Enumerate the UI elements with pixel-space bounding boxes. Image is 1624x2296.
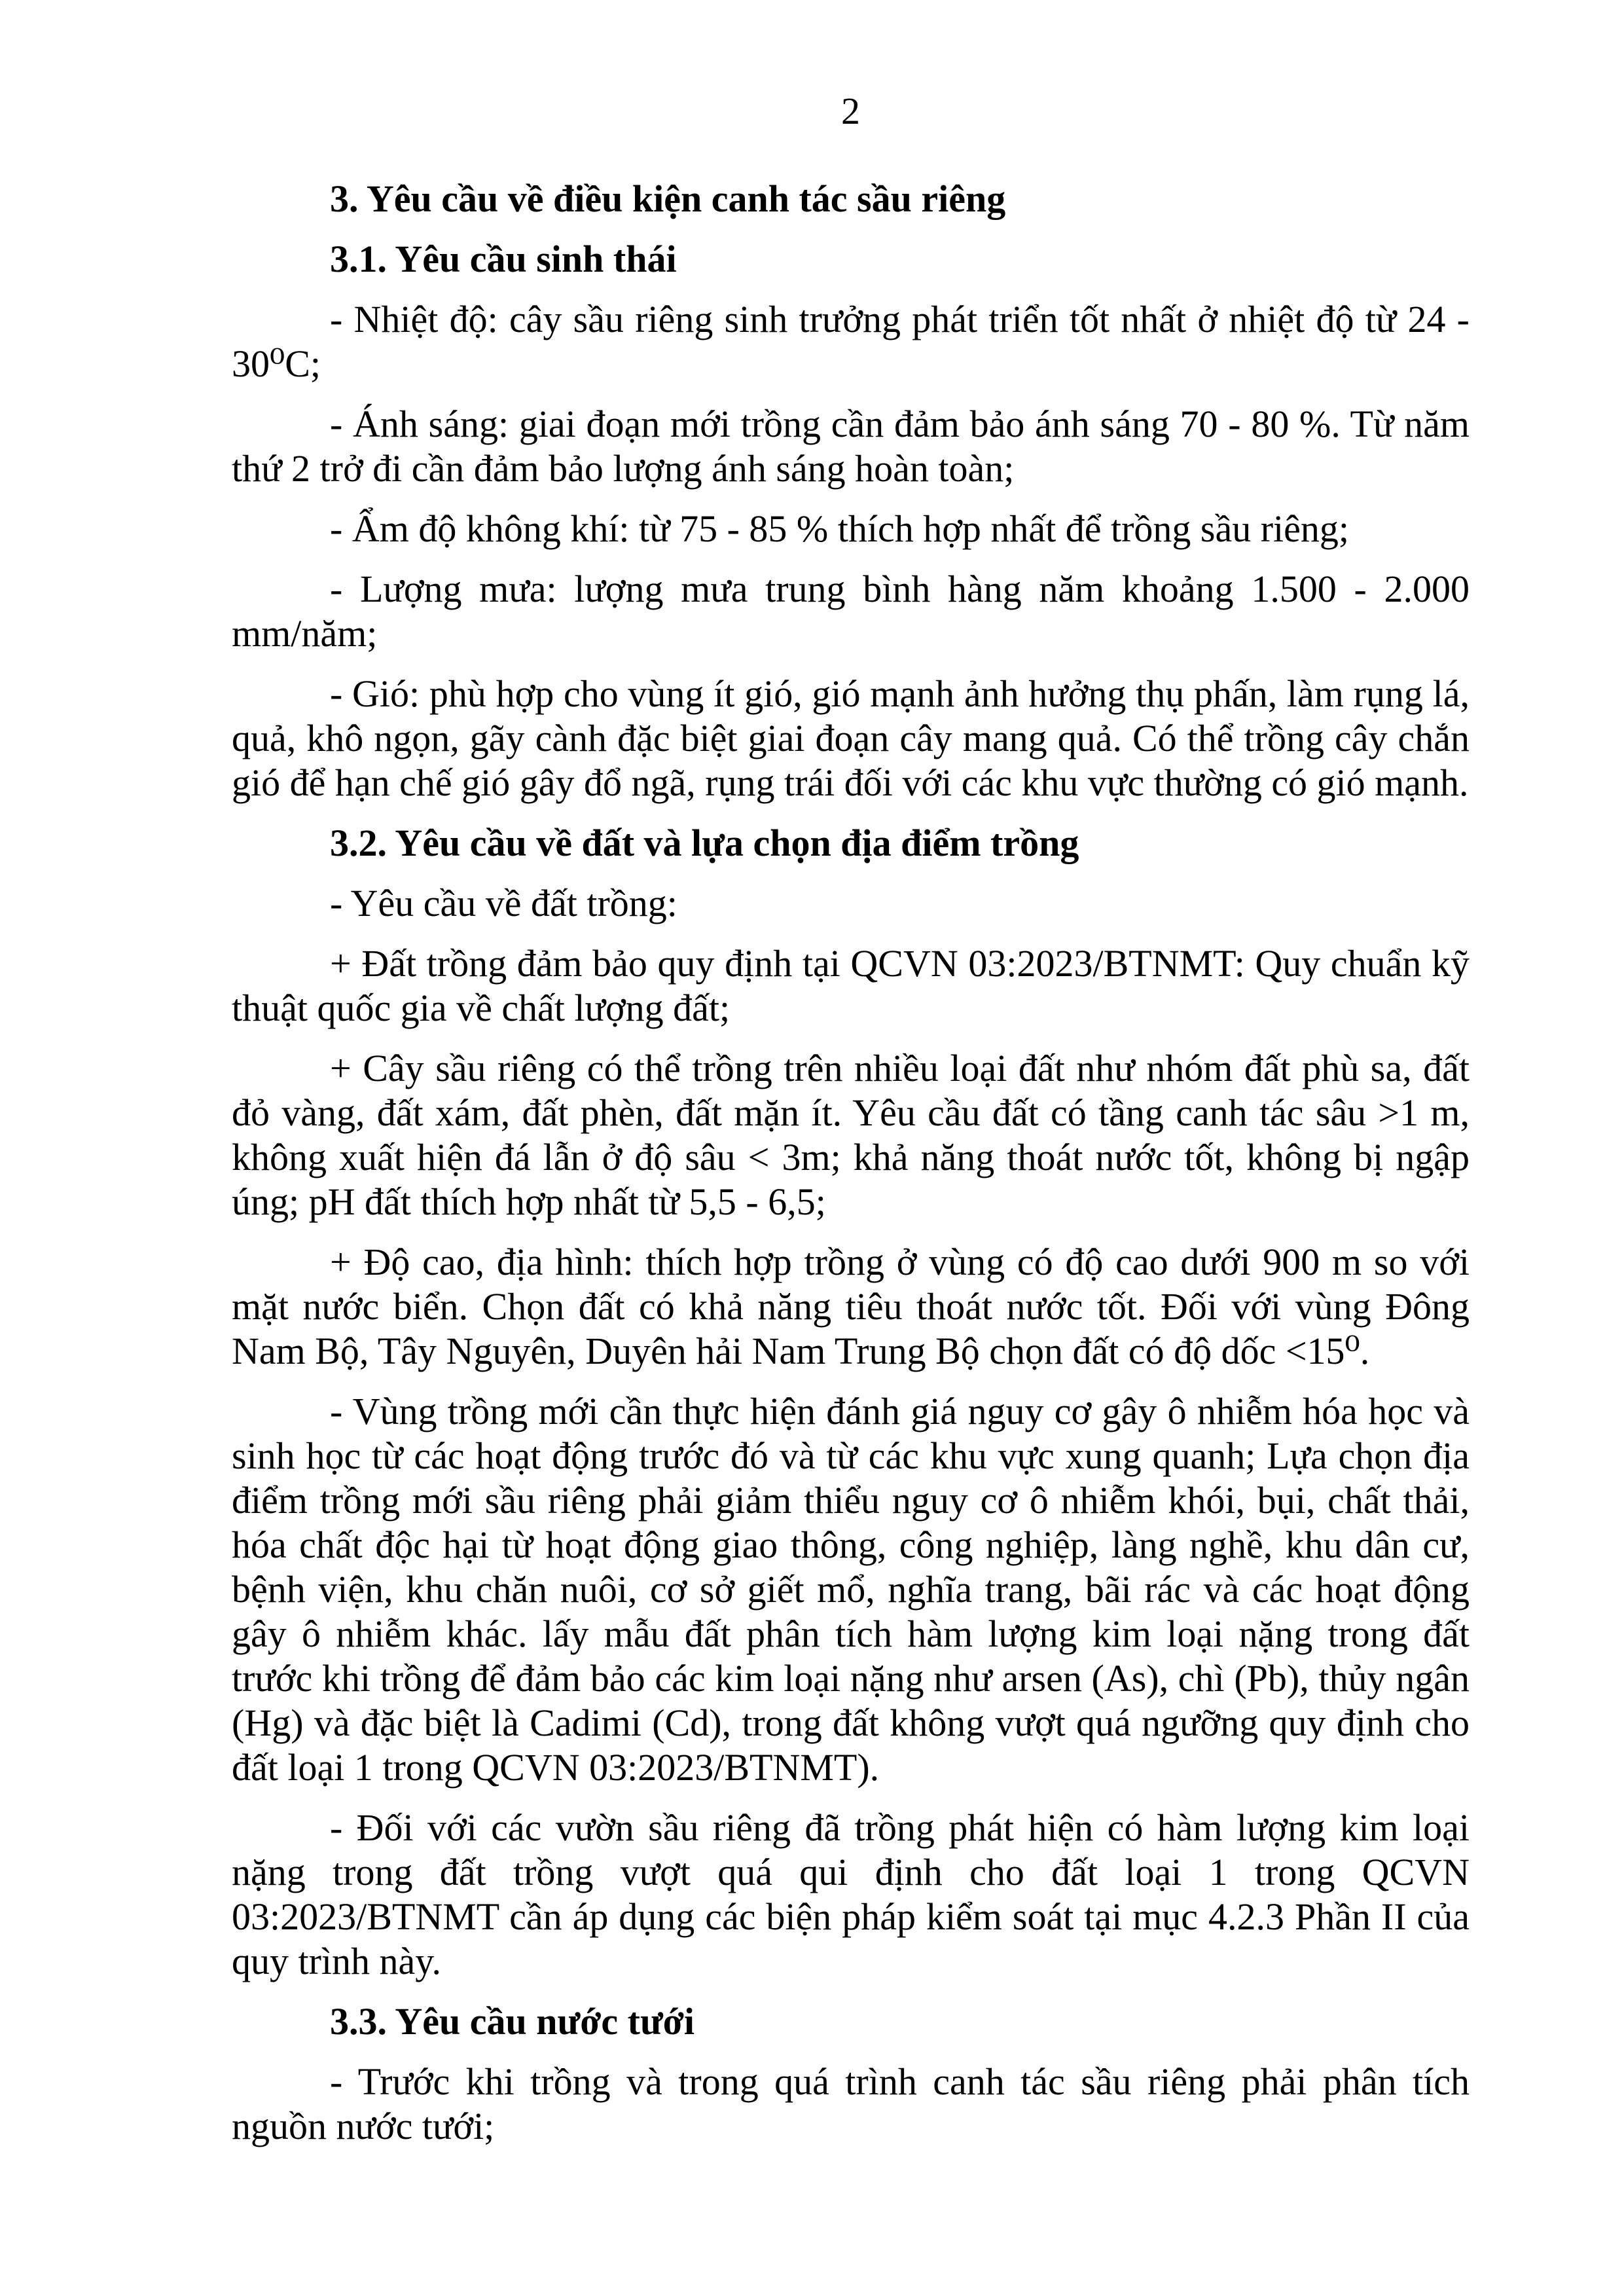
paragraph: - Ẩm độ không khí: từ 75 - 85 % thích hợp nhất để trồng sầu riêng; bbox=[330, 507, 1349, 550]
paragraph: - Vùng trồng mới cần thực hiện đánh giá nguy cơ gây ô nhiễm hóa học và sinh học từ các hoạt động trước đó và từ các khu vực xung quanh; Lựa chọn địa điểm trồng mới sầu riêng phải giảm thiểu nguy cơ ô nhiễm khói, bụi, chất thải, hóa chất độc hại từ hoạt động giao thông, công nghiệp, làng nghề, khu dân cư, bệnh viện, khu chăn nuôi, cơ sở giết mổ, nghĩa trang, bãi rác và các hoạt động gây ô nhiễm khác. lấy mẫu đất phân tích hàm lượng kim loại nặng trong đất trước khi trồng để đảm bảo các kim loại nặng như arsen (As), chì (Pb), thủy ngân (Hg) và đặc biệt là Cadimi (Cd), trong đất không vượt quá ngưỡng quy định cho đất loại 1 trong QCVN 03:2023/BTNMT). bbox=[232, 1390, 1470, 1789]
document-body bbox=[232, 177, 1470, 2149]
paragraph: + Độ cao, địa hình: thích hợp trồng ở vùng có độ cao dưới 900 m so với mặt nước biển. Chọn đất có khả năng tiêu thoát nước tốt. Đối với vùng Đông Nam Bộ, Tây Nguyên, Duyên hải Nam Trung Bộ chọn đất có độ dốc <15⁰. bbox=[232, 1241, 1470, 1372]
paragraph: - Lượng mưa: lượng mưa trung bình hàng năm khoảng 1.500 - 2.000 mm/năm; bbox=[232, 568, 1470, 655]
paragraph: + Cây sầu riêng có thể trồng trên nhiều loại đất như nhóm đất phù sa, đất đỏ vàng, đất xám, đất phèn, đất mặn ít. Yêu cầu đất có tầng canh tác sâu >1 m, không xuất hiện đá lẫn ở độ sâu < 3m; khả năng thoát nước tốt, không bị ngập úng; pH đất thích hợp nhất từ 5,5 - 6,5; bbox=[232, 1047, 1470, 1223]
section-heading: 3.1. Yêu cầu sinh thái bbox=[330, 238, 677, 280]
section-heading: 3. Yêu cầu về điều kiện canh tác sầu riêng bbox=[330, 177, 1006, 220]
paragraph: - Đối với các vườn sầu riêng đã trồng phát hiện có hàm lượng kim loại nặng trong đất trồng vượt quá qui định cho đất loại 1 trong QCVN 03:2023/BTNMT cần áp dụng các biện pháp kiểm soát tại mục 4.2.3 Phần II của quy trình này. bbox=[232, 1806, 1470, 1982]
page-header bbox=[232, 85, 1470, 137]
paragraph: - Trước khi trồng và trong quá trình canh tác sầu riêng phải phân tích nguồn nước tưới; bbox=[232, 2060, 1470, 2147]
paragraph: - Ánh sáng: giai đoạn mới trồng cần đảm bảo ánh sáng 70 - 80 %. Từ năm thứ 2 trở đi cần đảm bảo lượng ánh sáng hoàn toàn; bbox=[232, 403, 1470, 490]
section-heading: 3.2. Yêu cầu về đất và lựa chọn địa điểm trồng bbox=[330, 822, 1079, 864]
page-number: 2 bbox=[841, 90, 860, 132]
paragraph: - Yêu cầu về đất trồng: bbox=[330, 882, 677, 924]
paragraph: + Đất trồng đảm bảo quy định tại QCVN 03:2023/BTNMT: Quy chuẩn kỹ thuật quốc gia về chất lượng đất; bbox=[232, 942, 1470, 1029]
paragraph: - Nhiệt độ: cây sầu riêng sinh trưởng phát triển tốt nhất ở nhiệt độ từ 24 - 30⁰C; bbox=[232, 298, 1470, 385]
paragraph: - Gió: phù hợp cho vùng ít gió, gió mạnh ảnh hưởng thụ phấn, làm rụng lá, quả, khô ngọn, gãy cành đặc biệt giai đoạn cây mang quả. Có thể trồng cây chắn gió để hạn chế gió gây đổ ngã, rụng trái đối với các khu vực thường có gió mạnh. bbox=[232, 672, 1470, 804]
section-heading: 3.3. Yêu cầu nước tưới bbox=[330, 2000, 695, 2043]
